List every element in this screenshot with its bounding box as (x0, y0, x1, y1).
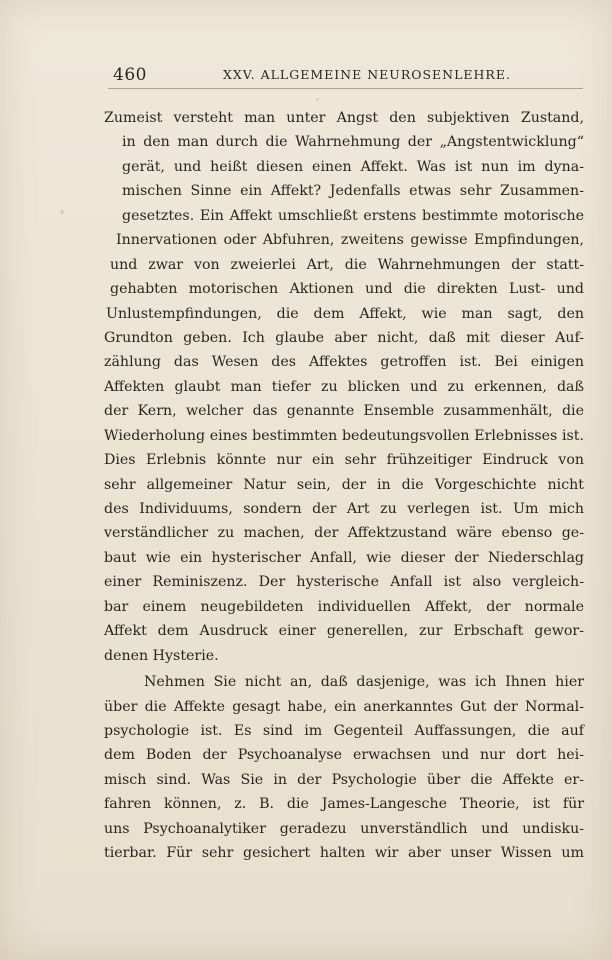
text-line: baut wie ein hysterischer Anfall, wie dieser der Niederschlag (104, 549, 584, 566)
text-line: mischen Sinne ein Affekt? Jedenfalls etwas sehr Zusammen- (122, 183, 584, 200)
text-line: misch sind. Was Sie in der Psychologie über die Affekte er- (104, 771, 584, 788)
text-line: Nehmen Sie nicht an, daß dasjenige, was ich Ihnen hier (144, 674, 584, 691)
text-line: verständlicher zu machen, der Affektzustand wäre ebenso ge- (104, 525, 584, 542)
text-line: psychologie ist. Es sind im Gegenteil Auffassungen, die auf (104, 722, 584, 739)
text-line: gerät, und heißt diesen einen Affekt. Was ist nun im dyna- (122, 158, 584, 175)
text-line: und zwar von zweierlei Art, die Wahrnehmungen der statt- (110, 256, 584, 273)
text-line: uns Psychoanalytiker geradezu unverständlich und undisku- (104, 820, 584, 837)
text-line: zählung das Wesen des Affektes getroffen ist. Bei einigen (104, 354, 584, 371)
text-line: sehr allgemeiner Natur sein, der in die Vorgeschichte nicht (104, 476, 584, 493)
running-head: XXV. ALLGEMEINE NEUROSENLEHRE. (223, 67, 511, 82)
text-line: bar einem neugebildeten individuellen Affekt, der normale (104, 598, 584, 615)
text-line: gesetztes. Ein Affekt umschließt erstens bestimmte motorische (122, 207, 584, 224)
text-line: Grundton geben. Ich glaube aber nicht, daß mit dieser Auf- (104, 329, 584, 346)
text-line: Innervationen oder Abfuhren, zweitens gewisse Empfindungen, (116, 232, 584, 249)
text-line: der Kern, welcher das genannte Ensemble zusammenhält, die (104, 403, 584, 420)
text-line: Wiederholung eines bestimmten bedeutungsvollen Erlebnisses ist. (104, 427, 584, 444)
text-line: tierbar. Für sehr gesichert halten wir aber unser Wissen um (104, 845, 584, 862)
text-line: gehabten motorischen Aktionen und die direkten Lust- und (110, 281, 584, 298)
header-rule (108, 88, 583, 89)
text-line: Zumeist versteht man unter Angst den subjektiven Zustand, (104, 110, 584, 126)
paper-speck (60, 210, 64, 214)
text-line: Affekten glaubt man tiefer zu blicken und zu erkennen, daß (104, 378, 584, 395)
text-line: Dies Erlebnis könnte nur ein sehr frühzeitiger Eindruck von (104, 452, 584, 469)
text-line: denen Hysterie. (104, 647, 219, 664)
page-header (113, 64, 583, 86)
text-line: einer Reminiszenz. Der hysterische Anfall ist also vergleich- (104, 574, 584, 591)
text-line: dem Boden der Psychoanalyse erwachsen und nur dort hei- (104, 747, 584, 764)
text-line: des Individuums, sondern der Art zu verlegen ist. Um mich (104, 501, 584, 517)
paragraph-2 (104, 670, 584, 866)
body-text (104, 106, 584, 866)
text-line: Unlustempfindungen, die dem Affekt, wie man sagt, den (106, 305, 584, 322)
paragraph-1 (104, 106, 584, 668)
text-line: fahren können, z. B. die James-Langesche Theorie, ist für (104, 796, 584, 813)
page-number: 460 (113, 65, 147, 85)
text-line: Affekt dem Ausdruck einer generellen, zur Erbschaft gewor- (104, 623, 584, 640)
paper-speck (316, 98, 319, 101)
text-line: in den man durch die Wahrnehmung der „Angstentwicklung“ (122, 134, 584, 151)
text-line: über die Affekte gesagt habe, ein anerkanntes Gut der Normal- (104, 698, 584, 715)
